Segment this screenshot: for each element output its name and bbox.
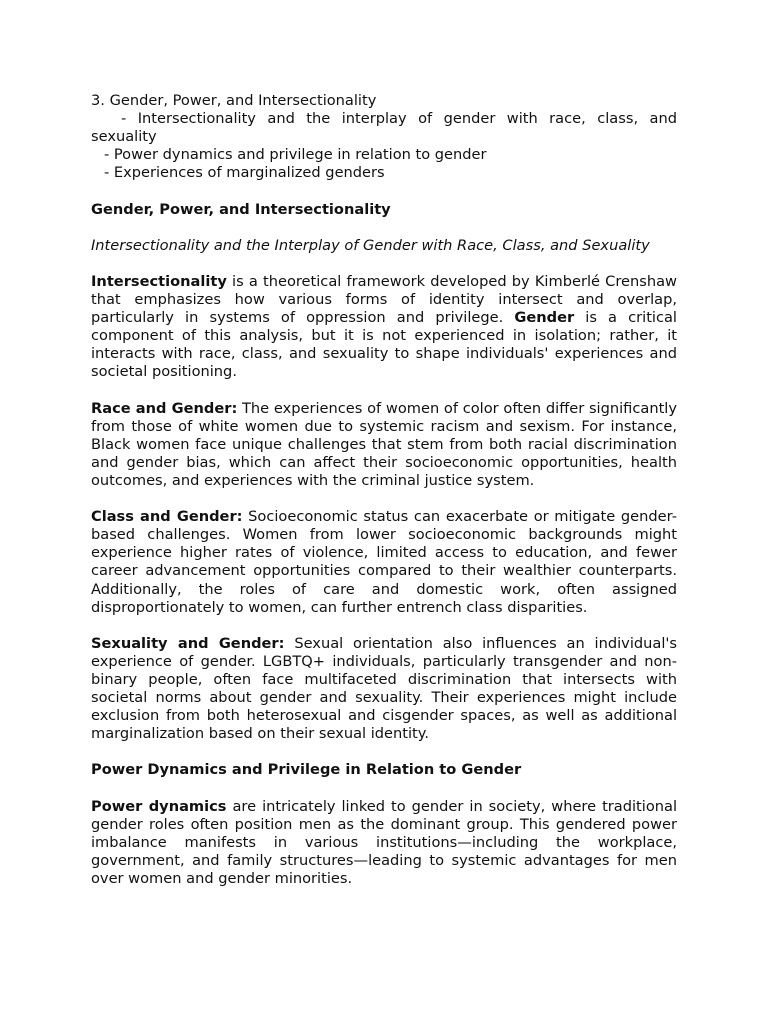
power-dynamics-paragraph: Power dynamics are intricately linked to gender in society, where traditional gender roles often position men as the dominant group. This gendered power imbalance manifests in various institutions—including the workplace, government, and family structures—leading to systemic advantages for men over women and gender minorities. [91,797,678,888]
intro-paragraph: Intersectionality is a theoretical framework developed by Kimberlé Crenshaw that emphasizes how various forms of identity intersect and overlap, particularly in systems of oppression and privilege. Gender is a critical component of this analysis, but it is not experienced in isolation; rather, it interacts with race, class, and sexuality to shape individuals' experiences and societal positioning. [91,272,677,381]
document-page [91,92,677,888]
class-gender-paragraph: Class and Gender: Socioeconomic status can exacerbate or mitigate gender-based challenges. Women from lower socioeconomic backgrounds might experience higher rates of violence, limited access to education, and fewer career advancement opportunities compared to their wealthier counterparts. Additionally, the roles of care and domestic work, often assigned disproportionately to women, can further entrench class disparities. [91,508,677,616]
race-gender-paragraph: Race and Gender: The experiences of women of color often differ significantly from those of white women due to systemic racism and sexism. For instance, Black women face unique challenges that stem from both racial discrimination and gender bias, which can affect their socioeconomic opportunities, health outcomes, and experiences with the criminal justice system. [91,399,677,489]
outline-item: - Intersectionality and the interplay of gender with race, class, and sexuality [91,110,677,146]
section-heading: Gender, Power, and Intersectionality [91,200,391,218]
outline-item: - Experiences of marginalized genders [104,164,385,182]
outline-title: 3. Gender, Power, and Intersectionality [91,92,377,109]
subsection-heading: Intersectionality and the Interplay of Gender with Race, Class, and Sexuality [91,236,650,254]
sexuality-gender-paragraph: Sexuality and Gender: Sexual orientation also influences an individual's experience of gender. LGBTQ+ individuals, particularly transgender and non-binary people, often face multifaceted discrimination that intersects with societal norms about gender and sexuality. Their experiences might include exclusion from both heterosexual and cisgender spaces, as well as additional marginalization based on their sexual identity. [91,634,677,743]
outline-item: - Power dynamics and privilege in relation to gender [104,146,487,164]
power-heading: Power Dynamics and Privilege in Relation to Gender [91,761,522,779]
